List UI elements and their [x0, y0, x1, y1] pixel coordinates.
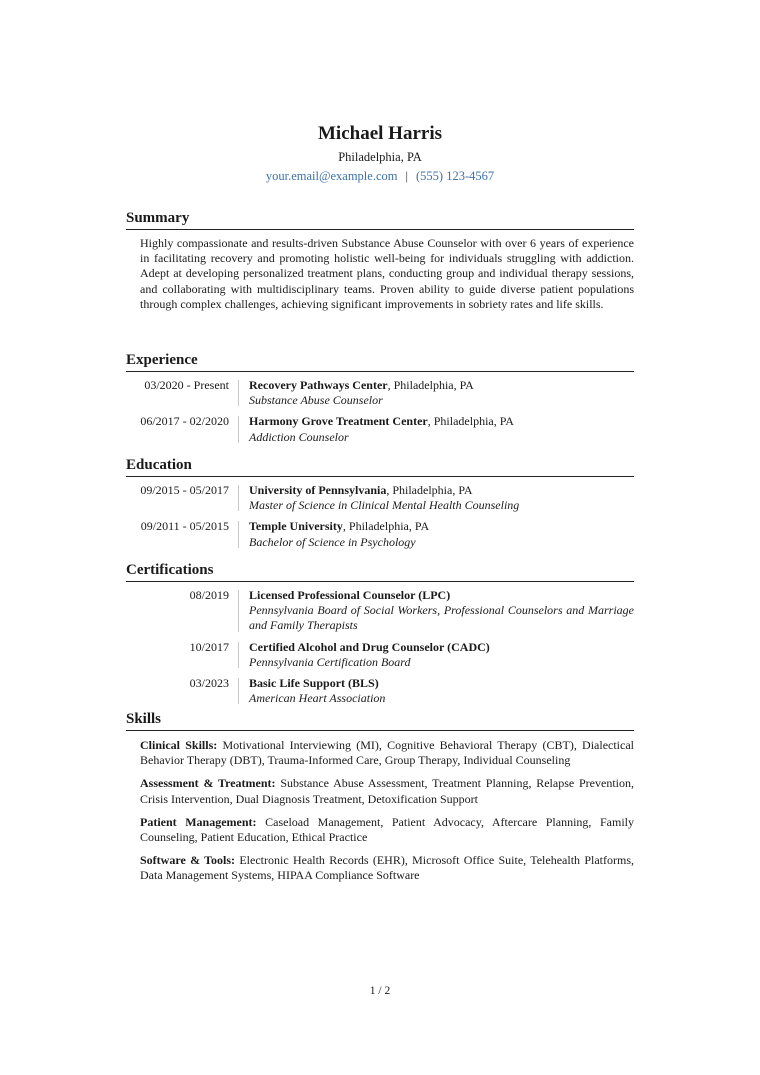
certifications-title: Certifications: [126, 562, 214, 578]
section-divider: [126, 371, 634, 372]
entry-organization: Recovery Pathways Center: [249, 378, 388, 392]
entry-degree: Bachelor of Science in Psychology: [249, 534, 416, 549]
certification-name: Certified Alcohol and Drug Counselor (CADC): [249, 639, 490, 654]
entry-organization: Temple University: [249, 519, 343, 534]
entry-date: 09/2011 - 05/2015: [140, 519, 229, 534]
entry-date: 06/2017 - 02/2020: [140, 414, 229, 429]
skill-category: Assessment & Treatment:: [140, 776, 276, 791]
summary-text: Highly compassionate and results-driven Substance Abuse Counselor with over 6 years of experience in facilitating recovery and promoting holistic well-being for individuals struggling with addiction. Adept at developing personalized treatment plans, conducting group and individual therapy sessions, and collaborating with multidisciplinary teams. Proven ability to guide diverse patient populations through complex challenges, achieving significant improvements in sobriety rates and life skills.: [140, 236, 634, 311]
experience-entry: [126, 378, 634, 408]
entry-date: 03/2020 - Present: [144, 378, 229, 392]
entry-location: , Philadelphia, PA: [387, 378, 474, 392]
entry-date: 09/2015 - 05/2017: [140, 483, 229, 497]
skill-list: Motivational Interviewing (MI), Cognitive Behavioral Therapy (CBT), Dialectical Behavior Therapy (DBT), Trauma-Informed Care, Group Therapy, Individual Counseling: [140, 738, 634, 768]
experience-title: Experience: [126, 352, 198, 368]
summary-title: Summary: [126, 210, 190, 226]
skill-group: [140, 815, 634, 845]
entry-degree: Master of Science in Clinical Mental Health Counseling: [249, 498, 520, 513]
certification-name: Licensed Professional Counselor (LPC): [249, 588, 451, 602]
skill-list: Caseload Management, Patient Advocacy, Aftercare Planning, Family Counseling, Patient Education, Ethical Practice: [140, 814, 634, 845]
certification-entry: [126, 676, 634, 706]
skill-category: Patient Management:: [140, 814, 257, 829]
resume-header: [0, 122, 760, 185]
phone-link[interactable]: (555) 123-4567: [416, 169, 495, 183]
entry-date: 03/2023: [189, 676, 229, 691]
entry-location: , Philadelphia, PA: [386, 483, 473, 497]
entry-date: 08/2019: [189, 588, 229, 602]
skill-category: Software & Tools:: [140, 853, 236, 868]
certification-entry: [126, 640, 634, 670]
contact-separator: |: [405, 169, 408, 183]
page-indicator: 1 / 2: [369, 985, 391, 997]
certification-issuer: Pennsylvania Certification Board: [249, 654, 411, 669]
entry-organization: University of Pennsylvania: [249, 483, 387, 497]
skills-title: Skills: [126, 711, 162, 727]
skill-group: [140, 853, 634, 883]
entry-location: , Philadelphia, PA: [427, 414, 514, 429]
experience-entry: [126, 414, 634, 444]
skill-list: Substance Abuse Assessment, Treatment Planning, Relapse Prevention, Crisis Intervention, Dual Diagnosis Treatment, Detoxification Support: [140, 776, 634, 806]
skill-list: Electronic Health Records (EHR), Microsoft Office Suite, Telehealth Platforms, Data Management Systems, HIPAA Compliance Software: [140, 853, 634, 883]
certification-name: Basic Life Support (BLS): [249, 676, 379, 691]
education-title: Education: [126, 457, 192, 473]
summary-section: [126, 208, 634, 312]
certifications-section: [126, 560, 634, 712]
entry-role: Substance Abuse Counselor: [249, 393, 383, 408]
certification-entry: [126, 588, 634, 634]
section-divider: [126, 476, 634, 477]
entry-location: , Philadelphia, PA: [342, 519, 430, 534]
certification-issuer: Pennsylvania Board of Social Workers, Professional Counselors and Marriage and Family Therapists: [249, 603, 634, 633]
entry-organization: Harmony Grove Treatment Center: [249, 414, 428, 429]
education-section: [126, 455, 634, 556]
section-divider: [126, 730, 634, 731]
skills-section: [126, 709, 634, 892]
email-link[interactable]: your.email@example.com: [265, 169, 398, 183]
candidate-name: Michael Harris: [318, 123, 442, 144]
candidate-location: Philadelphia, PA: [338, 150, 422, 164]
entry-date: 10/2017: [189, 639, 229, 654]
section-divider: [126, 581, 634, 582]
contact-line: [0, 167, 760, 185]
certification-issuer: American Heart Association: [249, 691, 386, 706]
entry-role: Addiction Counselor: [249, 429, 349, 444]
skill-category: Clinical Skills:: [140, 738, 218, 752]
education-entry: [126, 519, 634, 549]
education-entry: [126, 483, 634, 513]
section-divider: [126, 229, 634, 230]
skill-group: [140, 776, 634, 806]
experience-section: [126, 350, 634, 451]
skill-group: [140, 738, 634, 768]
